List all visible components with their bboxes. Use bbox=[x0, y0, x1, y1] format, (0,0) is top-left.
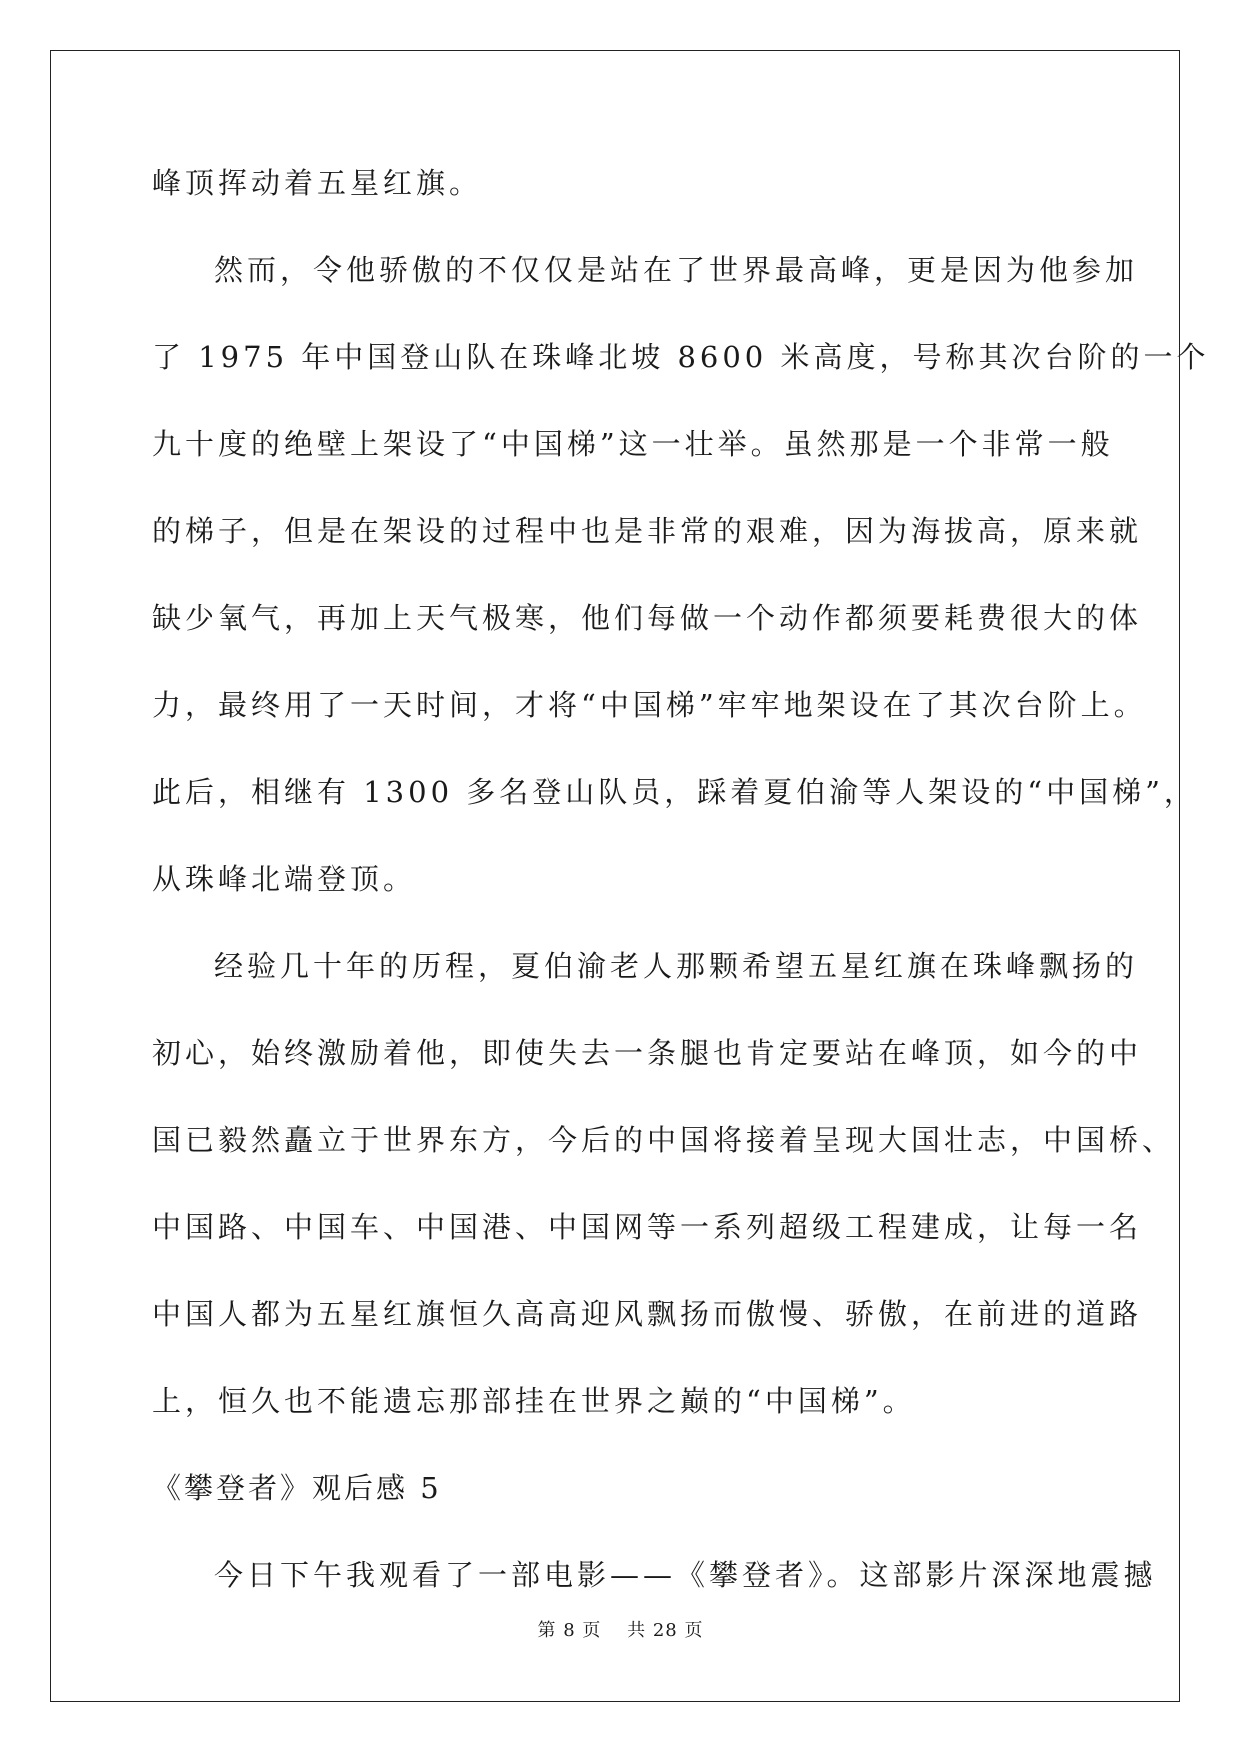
text-line: 中国路、中国车、中国港、中国网等一系列超级工程建成，让每一名 bbox=[152, 1210, 1143, 1244]
text-line: 缺少氧气，再加上天气极寒，他们每做一个动作都须要耗费很大的体 bbox=[152, 601, 1143, 635]
text-line: 了 1975 年中国登山队在珠峰北坡 8600 米高度，号称其次台阶的一个 bbox=[152, 340, 1210, 374]
text-line: 从珠峰北端登顶。 bbox=[152, 862, 417, 896]
paragraph-start-line: 今日下午我观看了一部电影——《攀登者》。这部影片深深地震撼 bbox=[214, 1558, 1157, 1592]
text-line: 初心，始终激励着他，即使失去一条腿也肯定要站在峰顶，如今的中 bbox=[152, 1036, 1143, 1070]
text-line: 九十度的绝壁上架设了“中国梯”这一壮举。虽然那是一个非常一般 bbox=[152, 427, 1114, 461]
text-line: 上，恒久也不能遗忘那部挂在世界之巅的“中国梯”。 bbox=[152, 1384, 916, 1418]
text-line: 的梯子，但是在架设的过程中也是非常的艰难，因为海拔高，原来就 bbox=[152, 514, 1143, 548]
text-line: 力，最终用了一天时间，才将“中国梯”牢牢地架设在了其次台阶上。 bbox=[152, 688, 1147, 722]
section-heading: 《攀登者》观后感 5 bbox=[152, 1471, 442, 1505]
text-line: 国已毅然矗立于世界东方，今后的中国将接着呈现大国壮志，中国桥、 bbox=[152, 1123, 1176, 1157]
text-line: 中国人都为五星红旗恒久高高迎风飘扬而傲慢、骄傲，在前进的道路 bbox=[152, 1297, 1143, 1331]
document-body bbox=[152, 155, 1210, 1634]
page-number-footer: 第 8 页 共 28 页 bbox=[537, 1620, 704, 1641]
paragraph-start-line: 然而，令他骄傲的不仅仅是站在了世界最高峰，更是因为他参加 bbox=[214, 253, 1139, 287]
text-line: 此后，相继有 1300 多名登山队员，踩着夏伯渝等人架设的“中国梯”， bbox=[152, 775, 1197, 809]
text-line: 峰顶挥动着五星红旗。 bbox=[152, 166, 483, 200]
paragraph-start-line: 经验几十年的历程，夏伯渝老人那颗希望五星红旗在珠峰飘扬的 bbox=[214, 949, 1139, 983]
